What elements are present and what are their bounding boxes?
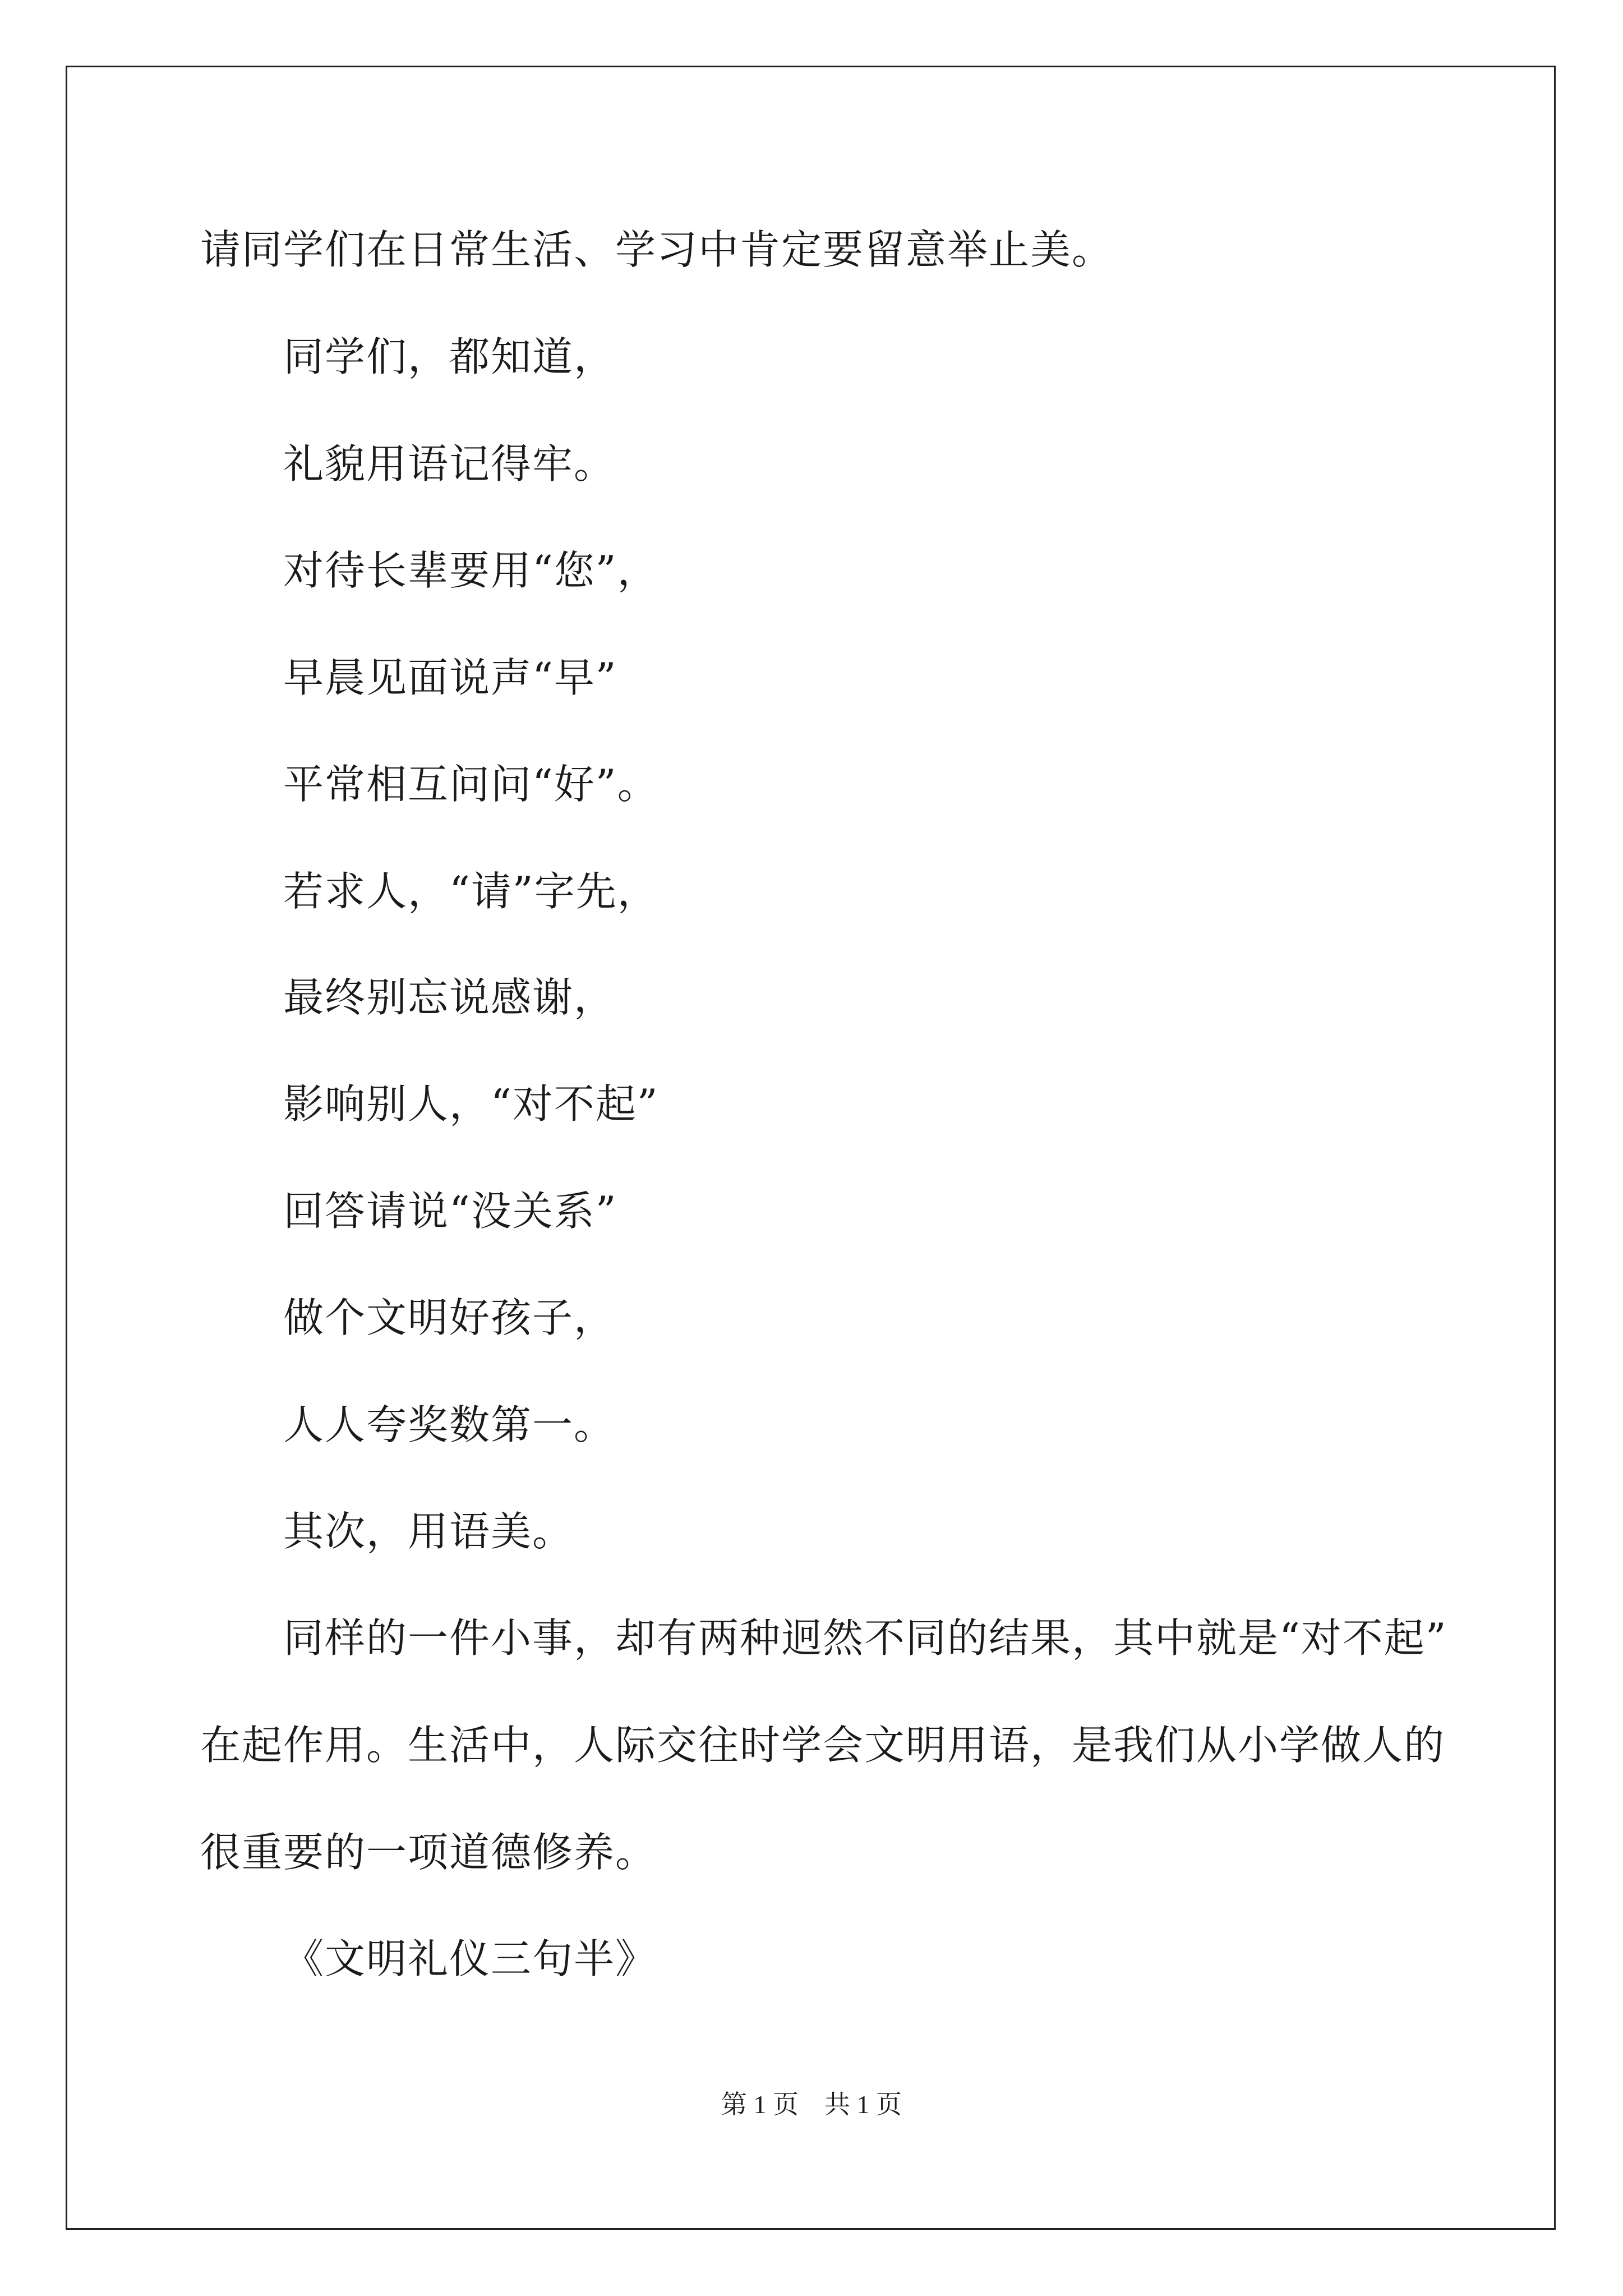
paragraph-line: 对待长辈要用“您”，: [283, 547, 659, 594]
paragraph-line: 其次，用语美。: [283, 1508, 574, 1555]
paragraph-line: 礼貌用语记得牢。: [283, 440, 616, 487]
paragraph-line: 平常相互问问“好”。: [283, 761, 659, 808]
paragraph-line: 人人夸奖数第一。: [283, 1401, 616, 1448]
paragraph-line: 很重要的一项道德修养。: [200, 1829, 657, 1876]
paragraph-line: 影响别人，“对不起”: [283, 1080, 659, 1128]
paragraph-line: 若求人，“请”字先，: [283, 868, 659, 915]
paragraph-line: 回答请说“没关系”: [283, 1188, 617, 1235]
paragraph-line: 做个文明好孩子，: [283, 1294, 616, 1341]
paragraph-line: 最终别忘说感谢，: [283, 974, 616, 1021]
paragraph-line: 同样的一件小事，却有两种迥然不同的结果，其中就是“对不起”: [283, 1614, 1447, 1662]
page-border: [66, 66, 1556, 2230]
paragraph-line: 早晨见面说声“早”: [283, 654, 617, 701]
paragraph-line: 同学们，都知道，: [283, 333, 616, 380]
page-number-footer: 第 1 页 共 1 页: [721, 2090, 902, 2119]
paragraph-line: 《文明礼仪三句半》: [283, 1935, 657, 1982]
paragraph-line: 请同学们在日常生活、学习中肯定要留意举止美。: [200, 226, 1114, 273]
paragraph-line: 在起作用。生活中，人际交往时学会文明用语，是我们从小学做人的: [200, 1722, 1446, 1769]
